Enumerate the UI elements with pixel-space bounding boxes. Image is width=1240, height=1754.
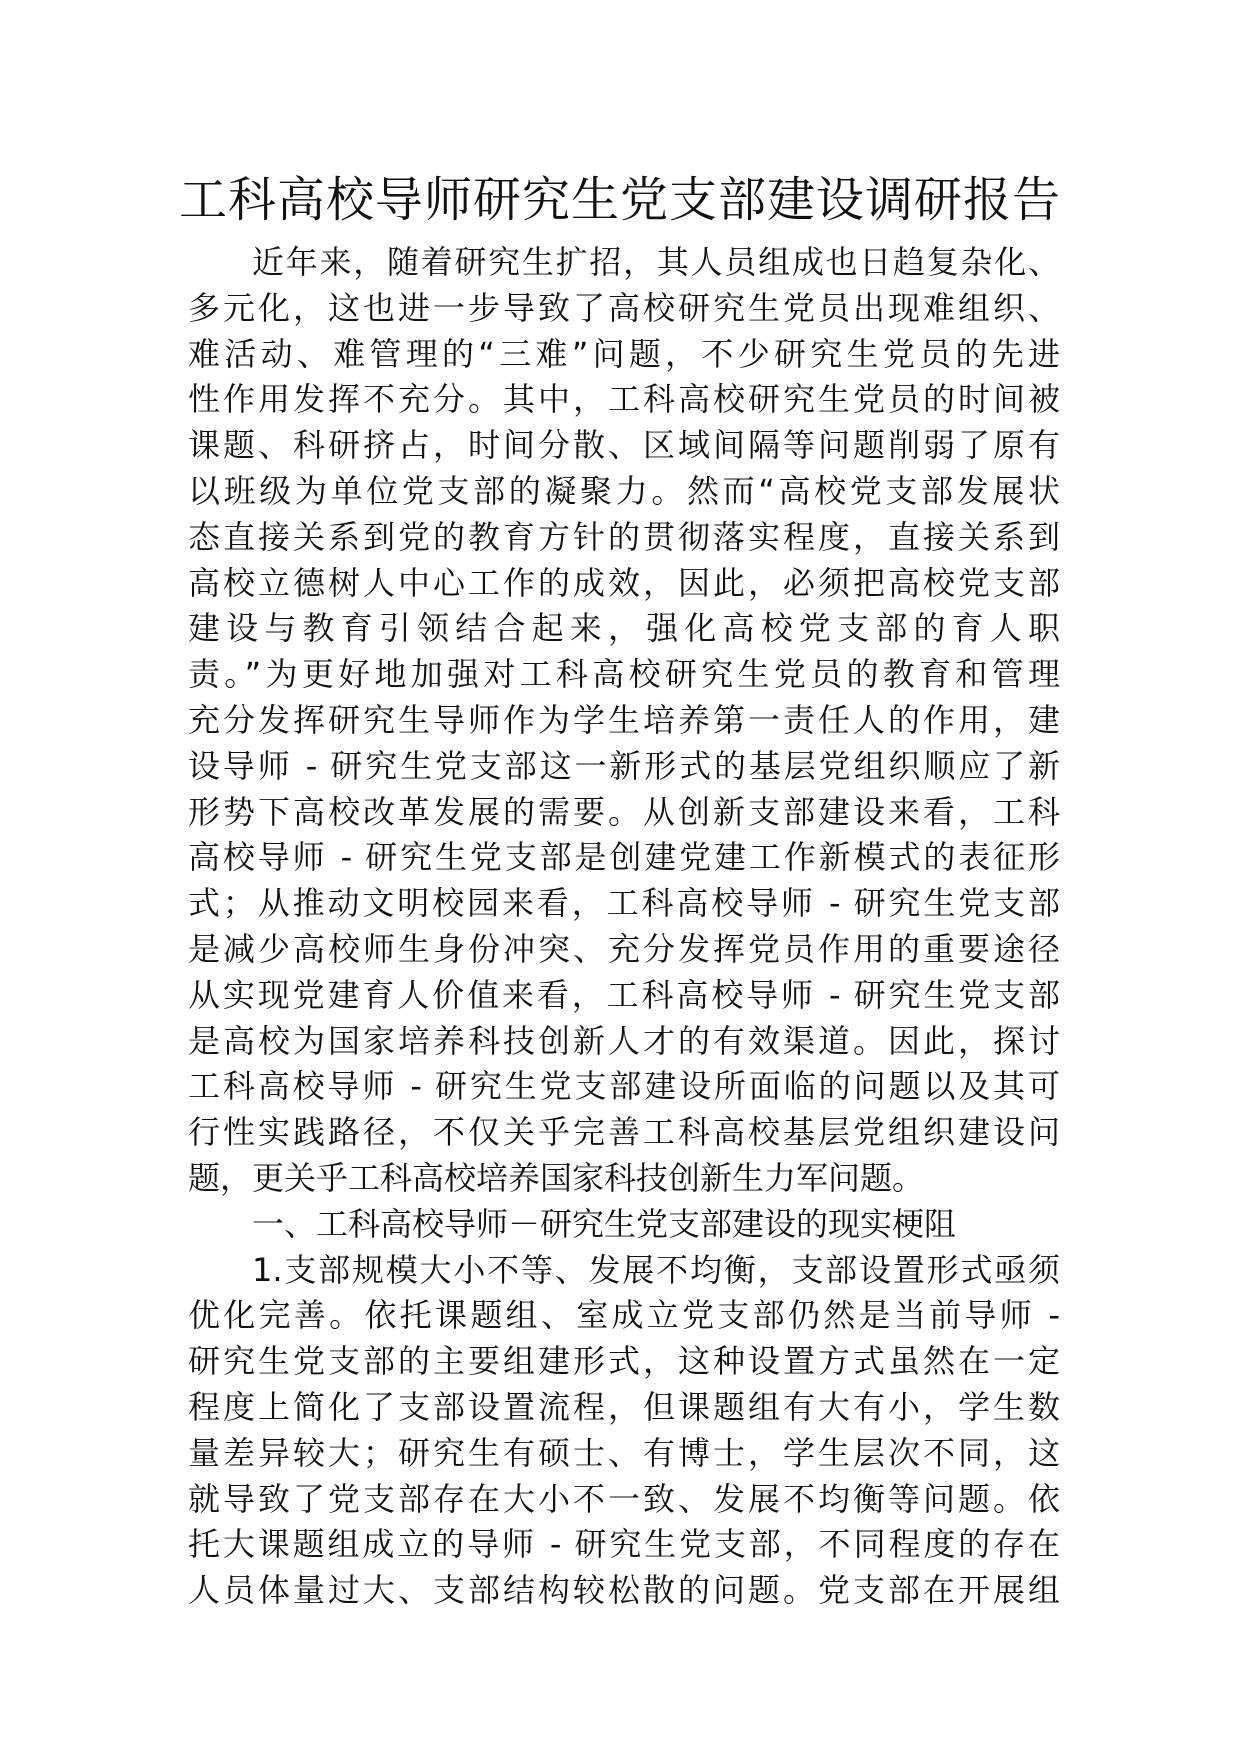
body-line: 从实现党建育人价值来看，工科高校导师 - 研究生党支部 [188, 975, 1060, 1014]
body-line: 课题、科研挤占，时间分散、区域间隔等问题削弱了原有 [188, 426, 1060, 465]
body-line: 人员体量过大、支部结构较松散的问题。党支部在开展组 [188, 1571, 1060, 1610]
body-line: 量差异较大；研究生有硕士、有博士，学生层次不同，这 [188, 1433, 1060, 1472]
body-line: 建设与教育引领结合起来，强化高校党支部的育人职 [188, 609, 1060, 648]
body-line: 题，更关乎工科高校培养国家科技创新生力军问题。 [188, 1158, 925, 1197]
body-line: 研究生党支部的主要组建形式，这种设置方式虽然在一定 [188, 1342, 1060, 1381]
body-line: 行性实践路径，不仅关乎完善工科高校基层党组织建设问 [188, 1113, 1060, 1152]
body-line: 是减少高校师生身份冲突、充分发挥党员作用的重要途径 [188, 929, 1060, 968]
body-line: 优化完善。依托课题组、室成立党支部仍然是当前导师 - [188, 1296, 1060, 1335]
body-line: 设导师 - 研究生党支部这一新形式的基层党组织顺应了新 [188, 746, 1060, 785]
body-line: 充分发挥研究生导师作为学生培养第一责任人的作用，建 [188, 700, 1060, 739]
body-line: 高校立德树人中心工作的成效，因此，必须把高校党支部 [188, 563, 1060, 602]
body-line: 高校导师 - 研究生党支部是创建党建工作新模式的表征形 [188, 838, 1060, 877]
body-line: 是高校为国家培养科技创新人才的有效渠道。因此，探讨 [188, 1021, 1060, 1060]
body-line: 态直接关系到党的教育方针的贯彻落实程度，直接关系到 [188, 517, 1060, 556]
body-line: 形势下高校改革发展的需要。从创新支部建设来看，工科 [188, 792, 1060, 831]
section-heading: 一、工科高校导师－研究生党支部建设的现实梗阻 [252, 1204, 957, 1243]
body-line: 责。”为更好地加强对工科高校研究生党员的教育和管理 [188, 655, 1060, 694]
body-line: 式；从推动文明校园来看，工科高校导师 - 研究生党支部 [188, 884, 1060, 923]
body-line: 程度上简化了支部设置流程，但课题组有大有小，学生数 [188, 1387, 1060, 1426]
page-title: 工科高校导师研究生党支部建设调研报告 [178, 172, 1061, 228]
body-line: 就导致了党支部存在大小不一致、发展不均衡等问题。依 [188, 1479, 1060, 1518]
body-line: 性作用发挥不充分。其中，工科高校研究生党员的时间被 [188, 380, 1060, 419]
body-line: 多元化，这也进一步导致了高校研究生党员出现难组织、 [188, 288, 1060, 327]
body-line: 1.支部规模大小不等、发展不均衡，支部设置形式亟须 [252, 1250, 1060, 1289]
body-line: 难活动、难管理的“三难”问题，不少研究生党员的先进 [188, 334, 1060, 373]
body-line: 工科高校导师 - 研究生党支部建设所面临的问题以及其可 [188, 1067, 1060, 1106]
body-line: 以班级为单位党支部的凝聚力。然而“高校党支部发展状 [188, 471, 1060, 510]
body-line: 近年来，随着研究生扩招，其人员组成也日趋复杂化、 [252, 243, 1060, 281]
document-body [188, 240, 1060, 1614]
body-line: 托大课题组成立的导师 - 研究生党支部，不同程度的存在 [188, 1525, 1060, 1564]
